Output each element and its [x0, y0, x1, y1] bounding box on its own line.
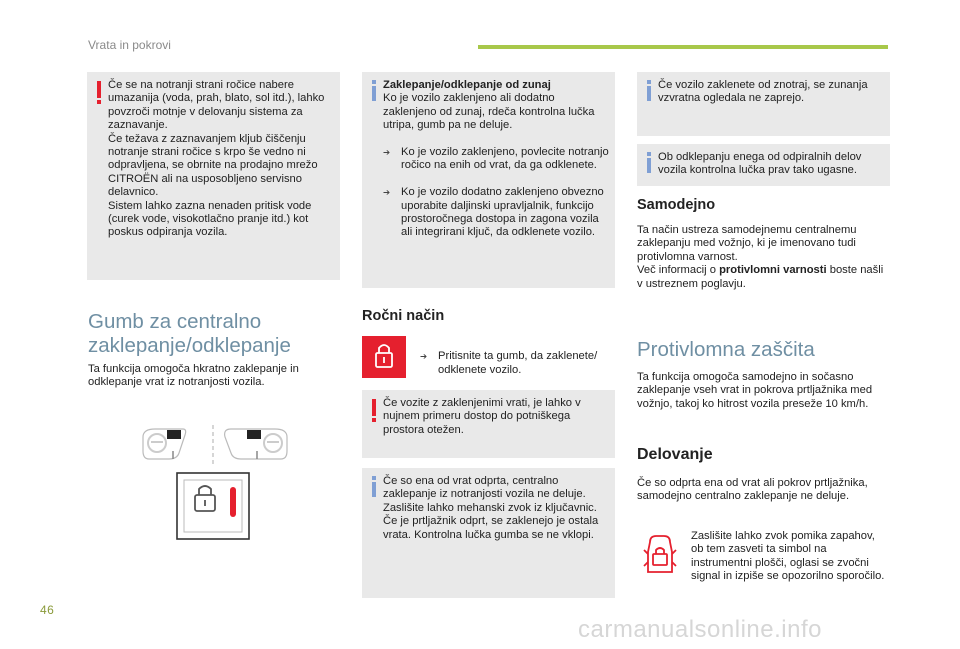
warning-text: Če se na notranji strani ročice nabere umazanija (voda, prah, blato, sol itd.), lahko povzroči motnje v delovanju sistema za zaznavanje. Če težava z zaznavanjem kljub čiščenju notranje strani ročice s krpo še vedno ni odpravljena, se obrnite na prodajno mrežo CITROËN ali na usposobljeno servisno delavnico. Sistem lahko zazna nenaden pritisk vode (curek vode, visokotlačno pranje itd.) kot poskus odpiranja vozila.	[108, 79, 325, 239]
auto-text-bold: protivlomni varnosti	[719, 264, 827, 277]
info-box-open-door	[362, 468, 615, 598]
manual-bullet-1: ➔ Pritisnite ta gumb, da zaklenete/ odklenete vozilo.	[420, 350, 615, 377]
info-icon	[372, 482, 376, 497]
section-title-manual-mode: Ročni način	[362, 308, 445, 324]
section-title-central-locking: Gumb za centralno zaklepanje/odklepanje	[88, 310, 291, 357]
info-icon	[372, 86, 376, 101]
section-title-automatic: Samodejno	[637, 197, 716, 213]
info-bullet-2: ➔ Ko je vozilo dodatno zaklenjeno obvezno uporabite daljinski upravljalnik, funkcijo prostoročnega dostopa in zagona vozila ali integrirani ključ, da odklenete vozilo.	[383, 186, 611, 240]
manual-mode-bullet	[420, 337, 615, 391]
info-box-text: Ko je vozilo zaklenjeno ali dodatno zaklenjeno od zunaj, rdeča kontrolna lučka utripa, gumb pa ne deluje.	[383, 92, 595, 132]
info-box-indicator	[637, 144, 890, 186]
auto-text-part-1: Ta način ustreza samodejnemu centralnemu zaklepanju med vožnjo, ki je imenovano tudi protivlomna varnost. Več informacij o	[637, 224, 857, 277]
watermark: carmanualsonline.info	[578, 616, 822, 643]
info-icon	[647, 158, 651, 173]
page-header-title: Vrata in pokrovi	[88, 38, 171, 52]
central-locking-illustration	[135, 425, 295, 545]
section-text-central-locking: Ta funkcija omogoča hkratno zaklepanje in odklepanje vrat iz notranjosti vozila.	[88, 363, 299, 389]
page-number: 46	[40, 603, 55, 617]
padlock-icon	[362, 336, 406, 378]
warning-icon	[372, 399, 376, 416]
auto-text-part-2: boste našli v ustreznem poglavju.	[637, 264, 884, 290]
info-bullet-1: ➔ Ko je vozilo zaklenjeno, povlecite notranjo ročico na enih od vrat, da ga odklenete.	[383, 146, 611, 173]
info-box-title: Zaklepanje/odklepanje od zunaj	[383, 79, 551, 91]
door-switches-illustration	[135, 425, 295, 545]
door-lock-warning-icon	[638, 532, 682, 578]
info-text: Ob odklepanju enega od odpiralnih delov vozila kontrolna lučka prav tako ugasne.	[658, 151, 862, 177]
lock-button-icon	[362, 336, 406, 378]
section-title-operation: Delovanje	[637, 446, 713, 463]
info-icon	[647, 86, 651, 101]
section-text-operation: Če so odprta ena od vrat ali pokrov prtljažnika, samodejno centralno zaklepanje ne deluje.	[637, 477, 868, 503]
info-box-mirrors	[637, 72, 890, 136]
section-title-anti-theft: Protivlomna zaščita	[637, 338, 815, 361]
warning-icon	[97, 81, 101, 98]
warning-text: Če vozite z zaklenjenimi vrati, je lahko v nujnem primeru dostop do potniškega prostora otežen.	[383, 397, 581, 436]
info-text: Če vozilo zaklenete od znotraj, se zunanja vzvratna ogledala ne zaprejo.	[658, 79, 868, 105]
info-text: Če so ena od vrat odprta, centralno zaklepanje iz notranjosti vozila ne deluje. Zaslišite lahko mehanski zvok iz ključavnic. Če je prtljažnik odprt, se zaklenejo je ostala vrata. Kontrolna lučka gumba se ne vklopi.	[383, 475, 599, 541]
car-lock-icon	[638, 532, 682, 578]
info-box-external-locking	[362, 72, 615, 288]
info-box-bullets	[383, 133, 611, 254]
section-text-automatic	[637, 224, 887, 291]
header-accent-bar	[478, 45, 888, 49]
warning-box-locked-doors	[362, 390, 615, 458]
section-text-anti-theft: Ta funkcija omogoča samodejno in sočasno zaklepanje vseh vrat in pokrova prtljažnika med vožnjo, takoj ko hitrost vozila preseže 10 km/h.	[637, 371, 873, 410]
warning-box-sensor-dirt	[87, 72, 340, 280]
operation-icon-text: Zaslišite lahko zvok pomika zapahov, ob tem zasveti ta simbol na instrumentni plošči, oglasi se zvočni signal in izpiše se opozorilno sporočilo.	[691, 530, 885, 583]
